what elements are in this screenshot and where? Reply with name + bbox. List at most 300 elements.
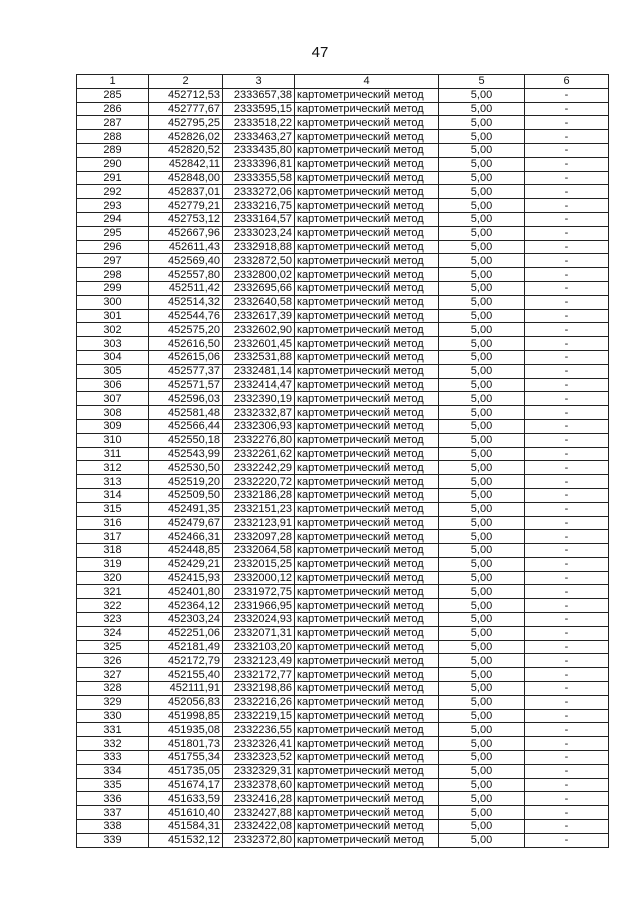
precision-cell: 5,00 <box>439 447 525 461</box>
precision-cell: 5,00 <box>439 737 525 751</box>
table-row <box>77 530 609 544</box>
x-coordinate-cell: 452837,01 <box>149 185 223 199</box>
y-coordinate-cell: 2332015,25 <box>223 557 295 571</box>
method-cell: картометрический метод <box>295 199 439 213</box>
precision-cell: 5,00 <box>439 820 525 834</box>
point-number-cell: 317 <box>77 530 149 544</box>
method-cell: картометрический метод <box>295 682 439 696</box>
table-row <box>77 406 609 420</box>
table-row <box>77 599 609 613</box>
y-coordinate-cell: 2332326,41 <box>223 737 295 751</box>
table-row <box>77 281 609 295</box>
y-coordinate-cell: 2332220,72 <box>223 475 295 489</box>
y-coordinate-cell: 2333657,38 <box>223 88 295 102</box>
precision-cell: 5,00 <box>439 350 525 364</box>
y-coordinate-cell: 2332332,87 <box>223 406 295 420</box>
extra-cell: - <box>525 433 609 447</box>
precision-cell: 5,00 <box>439 502 525 516</box>
y-coordinate-cell: 2333435,80 <box>223 143 295 157</box>
precision-cell: 5,00 <box>439 571 525 585</box>
x-coordinate-cell: 452826,02 <box>149 130 223 144</box>
x-coordinate-cell: 452303,24 <box>149 613 223 627</box>
y-coordinate-cell: 2332918,88 <box>223 240 295 254</box>
extra-cell: - <box>525 461 609 475</box>
x-coordinate-cell: 452611,43 <box>149 240 223 254</box>
x-coordinate-cell: 452569,40 <box>149 254 223 268</box>
point-number-cell: 288 <box>77 130 149 144</box>
method-cell: картометрический метод <box>295 571 439 585</box>
header-cell: 2 <box>149 75 223 89</box>
precision-cell: 5,00 <box>439 171 525 185</box>
precision-cell: 5,00 <box>439 599 525 613</box>
x-coordinate-cell: 452575,20 <box>149 323 223 337</box>
method-cell: картометрический метод <box>295 461 439 475</box>
method-cell: картометрический метод <box>295 737 439 751</box>
x-coordinate-cell: 451610,40 <box>149 806 223 820</box>
x-coordinate-cell: 452530,50 <box>149 461 223 475</box>
precision-cell: 5,00 <box>439 654 525 668</box>
x-coordinate-cell: 452519,20 <box>149 475 223 489</box>
precision-cell: 5,00 <box>439 268 525 282</box>
method-cell: картометрический метод <box>295 364 439 378</box>
y-coordinate-cell: 2332186,28 <box>223 488 295 502</box>
x-coordinate-cell: 452544,76 <box>149 309 223 323</box>
point-number-cell: 286 <box>77 102 149 116</box>
extra-cell: - <box>525 737 609 751</box>
precision-cell: 5,00 <box>439 295 525 309</box>
x-coordinate-cell: 452479,67 <box>149 516 223 530</box>
table-row <box>77 488 609 502</box>
extra-cell: - <box>525 695 609 709</box>
y-coordinate-cell: 2332236,55 <box>223 723 295 737</box>
point-number-cell: 310 <box>77 433 149 447</box>
method-cell: картометрический метод <box>295 281 439 295</box>
point-number-cell: 327 <box>77 668 149 682</box>
precision-cell: 5,00 <box>439 116 525 130</box>
precision-cell: 5,00 <box>439 337 525 351</box>
extra-cell: - <box>525 820 609 834</box>
method-cell: картометрический метод <box>295 668 439 682</box>
x-coordinate-cell: 452577,37 <box>149 364 223 378</box>
table-row <box>77 295 609 309</box>
extra-cell: - <box>525 792 609 806</box>
method-cell: картометрический метод <box>295 323 439 337</box>
precision-cell: 5,00 <box>439 723 525 737</box>
y-coordinate-cell: 2332531,88 <box>223 350 295 364</box>
method-cell: картометрический метод <box>295 764 439 778</box>
y-coordinate-cell: 2332329,31 <box>223 764 295 778</box>
table-row <box>77 433 609 447</box>
method-cell: картометрический метод <box>295 157 439 171</box>
x-coordinate-cell: 452848,00 <box>149 171 223 185</box>
x-coordinate-cell: 452111,91 <box>149 682 223 696</box>
point-number-cell: 338 <box>77 820 149 834</box>
table-row <box>77 254 609 268</box>
y-coordinate-cell: 2333396,81 <box>223 157 295 171</box>
precision-cell: 5,00 <box>439 544 525 558</box>
table-row <box>77 88 609 102</box>
x-coordinate-cell: 451532,12 <box>149 833 223 847</box>
method-cell: картометрический метод <box>295 143 439 157</box>
y-coordinate-cell: 2332414,47 <box>223 378 295 392</box>
precision-cell: 5,00 <box>439 226 525 240</box>
y-coordinate-cell: 2333216,75 <box>223 199 295 213</box>
point-number-cell: 316 <box>77 516 149 530</box>
extra-cell: - <box>525 130 609 144</box>
point-number-cell: 295 <box>77 226 149 240</box>
table-row <box>77 199 609 213</box>
precision-cell: 5,00 <box>439 585 525 599</box>
point-number-cell: 294 <box>77 212 149 226</box>
extra-cell: - <box>525 392 609 406</box>
precision-cell: 5,00 <box>439 392 525 406</box>
method-cell: картометрический метод <box>295 820 439 834</box>
method-cell: картометрический метод <box>295 171 439 185</box>
point-number-cell: 302 <box>77 323 149 337</box>
point-number-cell: 319 <box>77 557 149 571</box>
y-coordinate-cell: 2332198,86 <box>223 682 295 696</box>
precision-cell: 5,00 <box>439 764 525 778</box>
x-coordinate-cell: 452543,99 <box>149 447 223 461</box>
y-coordinate-cell: 2332097,28 <box>223 530 295 544</box>
extra-cell: - <box>525 654 609 668</box>
point-number-cell: 328 <box>77 682 149 696</box>
table-body <box>77 88 609 847</box>
point-number-cell: 339 <box>77 833 149 847</box>
x-coordinate-cell: 452056,83 <box>149 695 223 709</box>
extra-cell: - <box>525 557 609 571</box>
point-number-cell: 311 <box>77 447 149 461</box>
table-row <box>77 695 609 709</box>
x-coordinate-cell: 452566,44 <box>149 419 223 433</box>
x-coordinate-cell: 452155,40 <box>149 668 223 682</box>
point-number-cell: 332 <box>77 737 149 751</box>
method-cell: картометрический метод <box>295 613 439 627</box>
point-number-cell: 297 <box>77 254 149 268</box>
table-row <box>77 820 609 834</box>
point-number-cell: 330 <box>77 709 149 723</box>
extra-cell: - <box>525 281 609 295</box>
extra-cell: - <box>525 143 609 157</box>
extra-cell: - <box>525 171 609 185</box>
point-number-cell: 315 <box>77 502 149 516</box>
method-cell: картометрический метод <box>295 447 439 461</box>
method-cell: картометрический метод <box>295 295 439 309</box>
table-row <box>77 212 609 226</box>
precision-cell: 5,00 <box>439 88 525 102</box>
extra-cell: - <box>525 309 609 323</box>
point-number-cell: 296 <box>77 240 149 254</box>
y-coordinate-cell: 2332323,52 <box>223 751 295 765</box>
y-coordinate-cell: 2332000,12 <box>223 571 295 585</box>
y-coordinate-cell: 2332242,29 <box>223 461 295 475</box>
table-row <box>77 116 609 130</box>
precision-cell: 5,00 <box>439 516 525 530</box>
x-coordinate-cell: 452514,32 <box>149 295 223 309</box>
method-cell: картометрический метод <box>295 240 439 254</box>
extra-cell: - <box>525 516 609 530</box>
method-cell: картометрический метод <box>295 544 439 558</box>
table-row <box>77 613 609 627</box>
point-number-cell: 289 <box>77 143 149 157</box>
point-number-cell: 324 <box>77 626 149 640</box>
method-cell: картометрический метод <box>295 130 439 144</box>
y-coordinate-cell: 2332800,02 <box>223 268 295 282</box>
x-coordinate-cell: 451998,85 <box>149 709 223 723</box>
y-coordinate-cell: 2332872,50 <box>223 254 295 268</box>
point-number-cell: 322 <box>77 599 149 613</box>
y-coordinate-cell: 2331972,75 <box>223 585 295 599</box>
extra-cell: - <box>525 530 609 544</box>
precision-cell: 5,00 <box>439 323 525 337</box>
method-cell: картометрический метод <box>295 599 439 613</box>
precision-cell: 5,00 <box>439 212 525 226</box>
table-row <box>77 350 609 364</box>
y-coordinate-cell: 2332276,80 <box>223 433 295 447</box>
y-coordinate-cell: 2332481,14 <box>223 364 295 378</box>
table-row <box>77 102 609 116</box>
x-coordinate-cell: 452596,03 <box>149 392 223 406</box>
x-coordinate-cell: 452777,67 <box>149 102 223 116</box>
y-coordinate-cell: 2332064,58 <box>223 544 295 558</box>
extra-cell: - <box>525 102 609 116</box>
extra-cell: - <box>525 682 609 696</box>
method-cell: картометрический метод <box>295 337 439 351</box>
method-cell: картометрический метод <box>295 640 439 654</box>
method-cell: картометрический метод <box>295 88 439 102</box>
y-coordinate-cell: 2332219,15 <box>223 709 295 723</box>
extra-cell: - <box>525 295 609 309</box>
extra-cell: - <box>525 585 609 599</box>
y-coordinate-cell: 2332216,26 <box>223 695 295 709</box>
coordinates-table <box>76 74 609 848</box>
y-coordinate-cell: 2333463,27 <box>223 130 295 144</box>
table-row <box>77 764 609 778</box>
table-row <box>77 143 609 157</box>
point-number-cell: 308 <box>77 406 149 420</box>
x-coordinate-cell: 452509,50 <box>149 488 223 502</box>
point-number-cell: 291 <box>77 171 149 185</box>
y-coordinate-cell: 2332617,39 <box>223 309 295 323</box>
table-row <box>77 157 609 171</box>
x-coordinate-cell: 451584,31 <box>149 820 223 834</box>
y-coordinate-cell: 2332427,88 <box>223 806 295 820</box>
table-row <box>77 226 609 240</box>
table-row <box>77 309 609 323</box>
y-coordinate-cell: 2332378,60 <box>223 778 295 792</box>
precision-cell: 5,00 <box>439 281 525 295</box>
point-number-cell: 337 <box>77 806 149 820</box>
y-coordinate-cell: 2332123,91 <box>223 516 295 530</box>
point-number-cell: 299 <box>77 281 149 295</box>
y-coordinate-cell: 2332416,28 <box>223 792 295 806</box>
table-row <box>77 171 609 185</box>
y-coordinate-cell: 2332123,49 <box>223 654 295 668</box>
x-coordinate-cell: 452712,53 <box>149 88 223 102</box>
table-row <box>77 461 609 475</box>
x-coordinate-cell: 452429,21 <box>149 557 223 571</box>
point-number-cell: 333 <box>77 751 149 765</box>
x-coordinate-cell: 451633,59 <box>149 792 223 806</box>
method-cell: картометрический метод <box>295 654 439 668</box>
extra-cell: - <box>525 378 609 392</box>
extra-cell: - <box>525 364 609 378</box>
x-coordinate-cell: 451674,17 <box>149 778 223 792</box>
table-row <box>77 571 609 585</box>
table-row <box>77 419 609 433</box>
point-number-cell: 321 <box>77 585 149 599</box>
extra-cell: - <box>525 185 609 199</box>
table-row <box>77 723 609 737</box>
extra-cell: - <box>525 157 609 171</box>
point-number-cell: 334 <box>77 764 149 778</box>
table-row <box>77 654 609 668</box>
extra-cell: - <box>525 599 609 613</box>
precision-cell: 5,00 <box>439 309 525 323</box>
method-cell: картометрический метод <box>295 419 439 433</box>
method-cell: картометрический метод <box>295 309 439 323</box>
y-coordinate-cell: 2333518,22 <box>223 116 295 130</box>
method-cell: картометрический метод <box>295 116 439 130</box>
x-coordinate-cell: 452511,42 <box>149 281 223 295</box>
extra-cell: - <box>525 488 609 502</box>
x-coordinate-cell: 452172,79 <box>149 654 223 668</box>
x-coordinate-cell: 452616,50 <box>149 337 223 351</box>
x-coordinate-cell: 451755,34 <box>149 751 223 765</box>
point-number-cell: 290 <box>77 157 149 171</box>
point-number-cell: 312 <box>77 461 149 475</box>
precision-cell: 5,00 <box>439 792 525 806</box>
y-coordinate-cell: 2332172,77 <box>223 668 295 682</box>
x-coordinate-cell: 452550,18 <box>149 433 223 447</box>
x-coordinate-cell: 452842,11 <box>149 157 223 171</box>
extra-cell: - <box>525 723 609 737</box>
extra-cell: - <box>525 323 609 337</box>
extra-cell: - <box>525 640 609 654</box>
method-cell: картометрический метод <box>295 626 439 640</box>
y-coordinate-cell: 2333023,24 <box>223 226 295 240</box>
point-number-cell: 300 <box>77 295 149 309</box>
point-number-cell: 323 <box>77 613 149 627</box>
precision-cell: 5,00 <box>439 461 525 475</box>
x-coordinate-cell: 451801,73 <box>149 737 223 751</box>
method-cell: картометрический метод <box>295 212 439 226</box>
precision-cell: 5,00 <box>439 254 525 268</box>
table-row <box>77 778 609 792</box>
precision-cell: 5,00 <box>439 530 525 544</box>
table-row <box>77 268 609 282</box>
extra-cell: - <box>525 751 609 765</box>
y-coordinate-cell: 2332103,20 <box>223 640 295 654</box>
method-cell: картометрический метод <box>295 350 439 364</box>
x-coordinate-cell: 452364,12 <box>149 599 223 613</box>
precision-cell: 5,00 <box>439 488 525 502</box>
table-row <box>77 626 609 640</box>
extra-cell: - <box>525 406 609 420</box>
table-row <box>77 475 609 489</box>
x-coordinate-cell: 452491,35 <box>149 502 223 516</box>
y-coordinate-cell: 2332261,62 <box>223 447 295 461</box>
precision-cell: 5,00 <box>439 557 525 571</box>
table-row <box>77 337 609 351</box>
precision-cell: 5,00 <box>439 240 525 254</box>
point-number-cell: 287 <box>77 116 149 130</box>
method-cell: картометрический метод <box>295 268 439 282</box>
header-cell: 1 <box>77 75 149 89</box>
table-row <box>77 378 609 392</box>
method-cell: картометрический метод <box>295 488 439 502</box>
table-row <box>77 392 609 406</box>
x-coordinate-cell: 452466,31 <box>149 530 223 544</box>
table-row <box>77 682 609 696</box>
method-cell: картометрический метод <box>295 792 439 806</box>
x-coordinate-cell: 451935,08 <box>149 723 223 737</box>
x-coordinate-cell: 452581,48 <box>149 406 223 420</box>
table-row <box>77 792 609 806</box>
table-row <box>77 668 609 682</box>
precision-cell: 5,00 <box>439 364 525 378</box>
table-row <box>77 516 609 530</box>
point-number-cell: 307 <box>77 392 149 406</box>
y-coordinate-cell: 2333595,15 <box>223 102 295 116</box>
x-coordinate-cell: 452779,21 <box>149 199 223 213</box>
method-cell: картометрический метод <box>295 226 439 240</box>
precision-cell: 5,00 <box>439 640 525 654</box>
extra-cell: - <box>525 613 609 627</box>
point-number-cell: 329 <box>77 695 149 709</box>
y-coordinate-cell: 2332306,93 <box>223 419 295 433</box>
y-coordinate-cell: 2333164,57 <box>223 212 295 226</box>
method-cell: картометрический метод <box>295 475 439 489</box>
precision-cell: 5,00 <box>439 143 525 157</box>
extra-cell: - <box>525 268 609 282</box>
point-number-cell: 309 <box>77 419 149 433</box>
x-coordinate-cell: 452795,25 <box>149 116 223 130</box>
y-coordinate-cell: 2332422,08 <box>223 820 295 834</box>
method-cell: картометрический метод <box>295 833 439 847</box>
table-row <box>77 751 609 765</box>
precision-cell: 5,00 <box>439 130 525 144</box>
precision-cell: 5,00 <box>439 475 525 489</box>
table-row <box>77 130 609 144</box>
method-cell: картометрический метод <box>295 557 439 571</box>
extra-cell: - <box>525 571 609 585</box>
table-row <box>77 185 609 199</box>
extra-cell: - <box>525 475 609 489</box>
precision-cell: 5,00 <box>439 709 525 723</box>
point-number-cell: 292 <box>77 185 149 199</box>
method-cell: картометрический метод <box>295 516 439 530</box>
x-coordinate-cell: 452615,06 <box>149 350 223 364</box>
precision-cell: 5,00 <box>439 695 525 709</box>
table-row <box>77 833 609 847</box>
precision-cell: 5,00 <box>439 751 525 765</box>
table-row <box>77 447 609 461</box>
point-number-cell: 320 <box>77 571 149 585</box>
x-coordinate-cell: 451735,05 <box>149 764 223 778</box>
y-coordinate-cell: 2332372,80 <box>223 833 295 847</box>
point-number-cell: 285 <box>77 88 149 102</box>
point-number-cell: 325 <box>77 640 149 654</box>
x-coordinate-cell: 452667,96 <box>149 226 223 240</box>
method-cell: картометрический метод <box>295 406 439 420</box>
extra-cell: - <box>525 778 609 792</box>
precision-cell: 5,00 <box>439 102 525 116</box>
extra-cell: - <box>525 502 609 516</box>
x-coordinate-cell: 452415,93 <box>149 571 223 585</box>
extra-cell: - <box>525 212 609 226</box>
extra-cell: - <box>525 668 609 682</box>
